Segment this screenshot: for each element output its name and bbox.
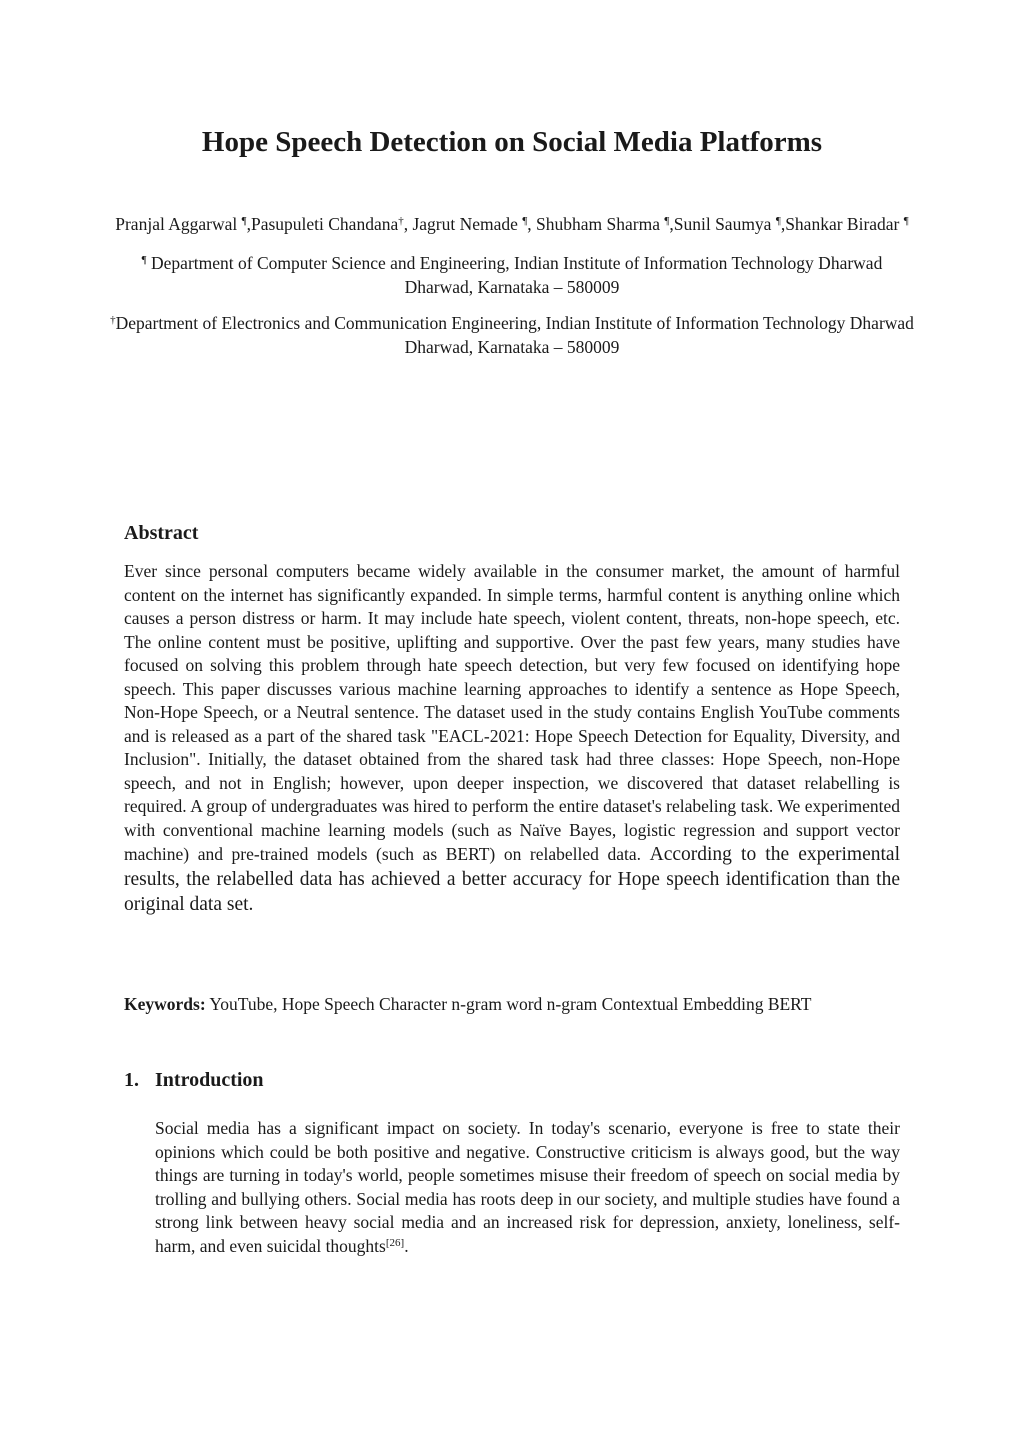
affiliation-mark: † bbox=[110, 314, 116, 326]
affiliation-department: Department of Electronics and Communication Engineering, Indian Institute of Information Technology Dharwad bbox=[115, 313, 914, 333]
author-separator: , bbox=[780, 214, 786, 234]
abstract-conclusion-text: According to the experimental results, the relabelled data has achieved a better accuracy for Hope speech identification than the original data set. bbox=[124, 844, 900, 915]
author-affiliation-mark: † bbox=[398, 215, 404, 227]
abstract-heading: Abstract bbox=[124, 522, 199, 544]
author-affiliation-mark: ¶ bbox=[522, 215, 528, 227]
author-separator: , bbox=[527, 214, 537, 234]
affiliation-cse bbox=[40, 251, 984, 299]
abstract-text: Ever since personal computers became widely available in the consumer market, the amount of harmful content on the internet has significantly expanded. In simple terms, harmful content is anything online which causes a person distress or harm. It may include hate speech, violent content, threats, non-hope speech, etc. The online content must be positive, uplifting and supportive. Over the past few years, many studies have focused on solving this problem through hate speech detection, but very few focused on identifying hope speech. This paper discusses various machine learning approaches to identify a sentence as Hope Speech, Non-Hope Speech, or a Neutral sentence. The dataset used in the study contains English YouTube comments and is released as a part of the shared task "EACL-2021: Hope Speech Detection for Equality, Diversity, and Inclusion". Initially, the dataset obtained from the shared task had three classes: Hope Speech, non-Hope speech, and not in English; however, upon deeper inspection, we discovered that dataset relabelling is required. A group of undergraduates was hired to perform the entire dataset's relabeling task. We experimented with conventional machine learning models (such as Naïve Bayes, logistic regression and support vector machine) and pre-trained models (such as BERT) on relabelled data. bbox=[124, 561, 900, 864]
affiliation-address: Dharwad, Karnataka – 580009 bbox=[404, 277, 620, 297]
author-name: Pranjal Aggarwal bbox=[115, 214, 242, 234]
affiliation-address: Dharwad, Karnataka – 580009 bbox=[404, 337, 620, 357]
sentence-end: . bbox=[404, 1235, 409, 1256]
author-affiliation-mark: ¶ bbox=[241, 215, 247, 227]
author-affiliation-mark: ¶ bbox=[775, 215, 781, 227]
section-title: Introduction bbox=[155, 1069, 264, 1091]
author-list bbox=[60, 212, 964, 236]
author-separator: , bbox=[403, 214, 413, 234]
affiliation-line bbox=[40, 311, 984, 335]
affiliation-mark: ¶ bbox=[141, 254, 147, 266]
affiliation-ece bbox=[40, 311, 984, 359]
author-name: Pasupuleti Chandana bbox=[250, 214, 399, 234]
author-affiliation-mark: ¶ bbox=[903, 215, 909, 227]
author-affiliation-mark: ¶ bbox=[664, 215, 670, 227]
citation-reference[interactable]: [26] bbox=[385, 1236, 405, 1249]
author-separator: , bbox=[669, 214, 674, 234]
author-name: Jagrut Nemade bbox=[412, 214, 523, 234]
paper-title: Hope Speech Detection on Social Media Platforms bbox=[201, 126, 823, 158]
introduction-heading bbox=[124, 1067, 264, 1093]
introduction-body bbox=[155, 1117, 900, 1258]
abstract-body bbox=[124, 560, 900, 917]
author-separator: , bbox=[246, 214, 251, 234]
keywords-label: Keywords: bbox=[124, 994, 206, 1014]
affiliation-department: Department of Computer Science and Engineering, Indian Institute of Information Technology Dharwad bbox=[146, 253, 883, 273]
affiliation-line bbox=[40, 251, 984, 275]
keywords-text: YouTube, Hope Speech Character n-gram word n-gram Contextual Embedding BERT bbox=[205, 994, 812, 1014]
introduction-text: Social media has a significant impact on society. In today's scenario, everyone is free to state their opinions which could be both positive and negative. Constructive criticism is always good, but the way things are turning in today's world, people sometimes misuse their freedom of speech on social media by trolling and bullying others. Social media has roots deep in our society, and multiple studies have found a strong link between heavy social media and an increased risk for depression, anxiety, loneliness, self-harm, and even suicidal thoughts bbox=[155, 1118, 900, 1256]
keywords bbox=[124, 992, 924, 1016]
author-name: Shankar Biradar bbox=[785, 214, 904, 234]
section-number: 1. bbox=[124, 1069, 139, 1091]
author-name: Shubham Sharma bbox=[536, 214, 665, 234]
author-name: Sunil Saumya bbox=[673, 214, 776, 234]
